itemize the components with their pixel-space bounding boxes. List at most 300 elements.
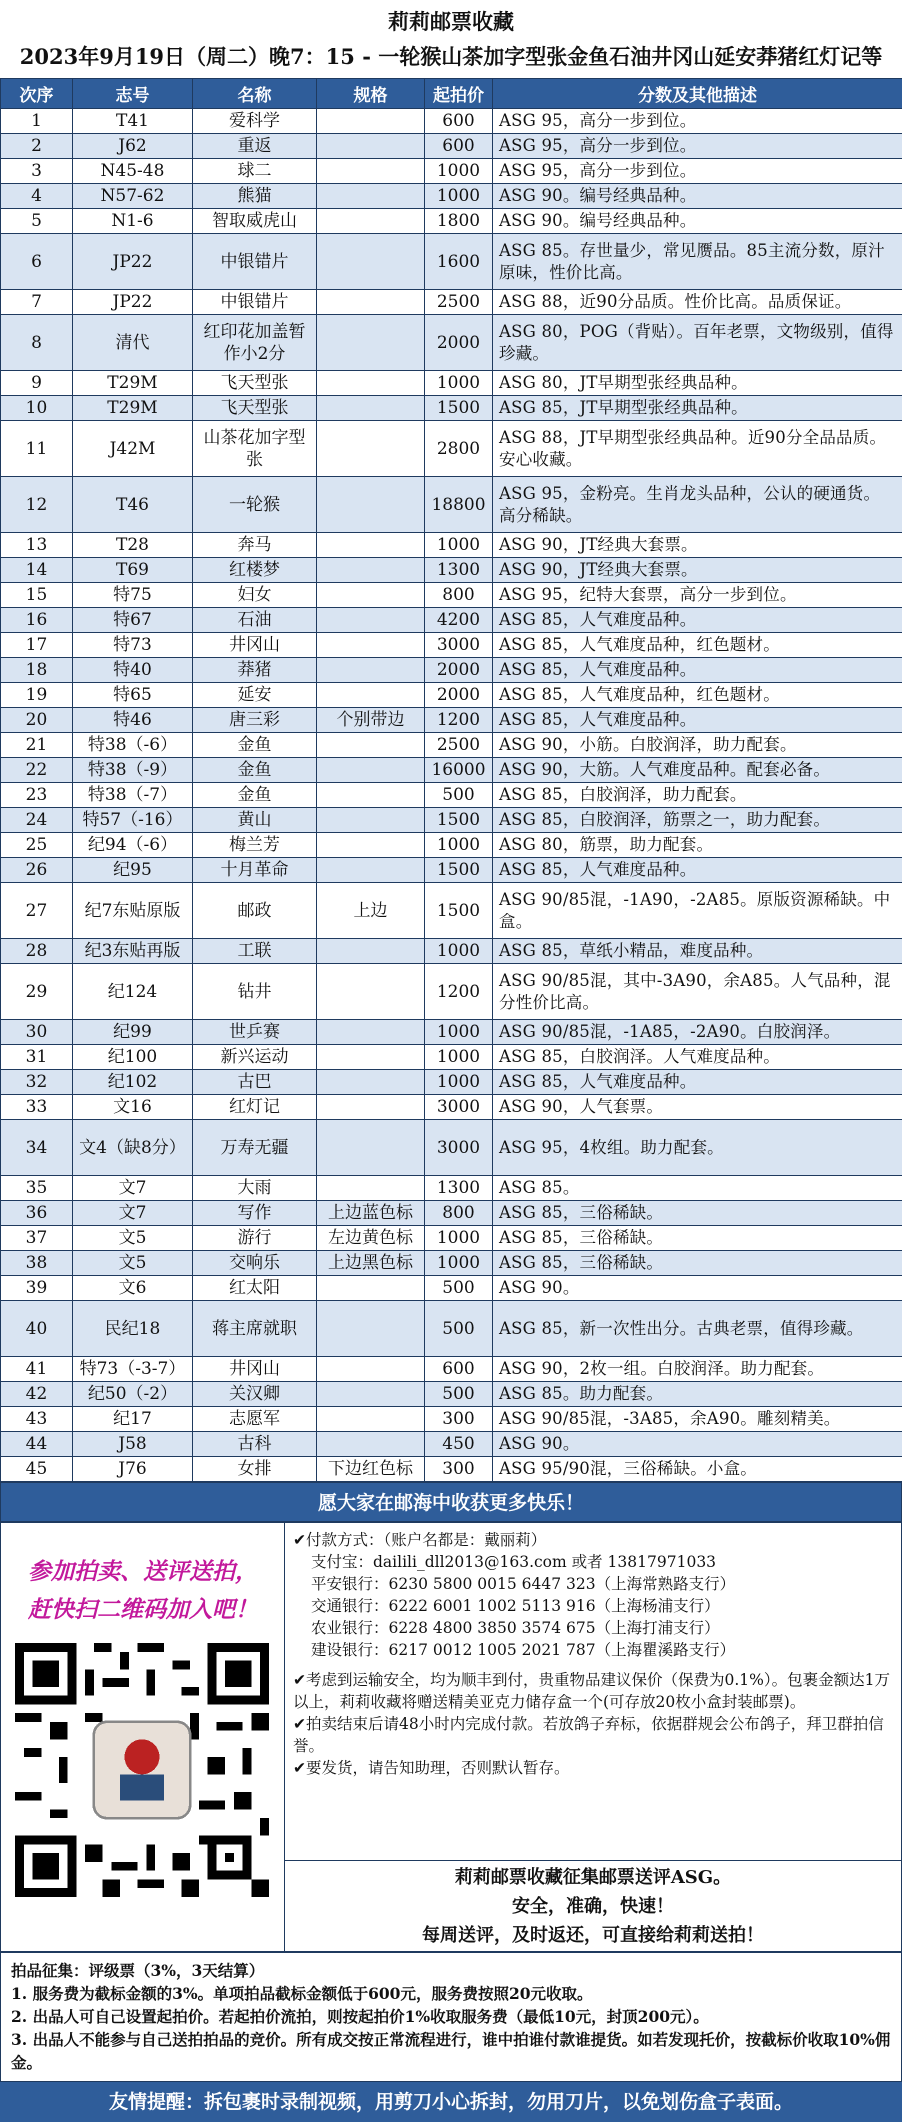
cell-desc: ASG 95，金粉亮。生肖龙头品种，公认的硬通货。高分稀缺。: [493, 477, 902, 533]
cell-spec: [317, 1407, 425, 1432]
cell-code: T46: [73, 477, 193, 533]
cell-no: 5: [1, 209, 73, 234]
cell-spec: [317, 159, 425, 184]
cell-no: 41: [1, 1357, 73, 1382]
cell-name: 邮政: [193, 883, 317, 939]
cell-code: 特57（-16）: [73, 808, 193, 833]
cell-price: 1500: [425, 858, 493, 883]
cell-price: 1000: [425, 1045, 493, 1070]
cell-price: 4200: [425, 608, 493, 633]
cell-code: 文7: [73, 1201, 193, 1226]
cell-name: 中银错片: [193, 290, 317, 315]
cell-desc: ASG 85，人气难度品种，红色题材。: [493, 683, 902, 708]
cell-price: 1300: [425, 1176, 493, 1201]
table-row: [1, 371, 902, 396]
bank-jianshe: 建设银行：6217 0012 1005 2021 787（上海瞿溪路支行）: [311, 1641, 736, 1659]
table-row: [1, 1070, 902, 1095]
table-row: [1, 1251, 902, 1276]
cell-code: 纪7东贴原版: [73, 883, 193, 939]
cell-price: 1000: [425, 833, 493, 858]
table-row: [1, 858, 902, 883]
cell-price: 600: [425, 1357, 493, 1382]
table-row: [1, 883, 902, 939]
cell-code: N45-48: [73, 159, 193, 184]
cell-spec: [317, 1276, 425, 1301]
table-row: [1, 1226, 902, 1251]
cell-name: 井冈山: [193, 1357, 317, 1382]
cell-desc: ASG 85，人气难度品种。: [493, 708, 902, 733]
cell-no: 13: [1, 533, 73, 558]
table-row: [1, 964, 902, 1020]
collect-line-3: 每周送评，及时返还，可直接给莉莉送拍！: [422, 1925, 764, 1946]
cell-spec: [317, 758, 425, 783]
cell-no: 39: [1, 1276, 73, 1301]
cell-name: 梅兰芳: [193, 833, 317, 858]
cell-spec: 上边黑色标: [317, 1251, 425, 1276]
cell-name: 古科: [193, 1432, 317, 1457]
cell-price: 600: [425, 109, 493, 134]
cell-no: 28: [1, 939, 73, 964]
table-row: [1, 1020, 902, 1045]
cell-no: 9: [1, 371, 73, 396]
table-header-row: [1, 79, 902, 109]
cell-desc: ASG 95/90混，三俗稀缺。小盒。: [493, 1457, 902, 1482]
cell-no: 3: [1, 159, 73, 184]
table-row: [1, 1432, 902, 1457]
cell-code: 特67: [73, 608, 193, 633]
col-header-code: 志号: [73, 79, 193, 109]
cell-desc: ASG 90/85混，-1A85，-2A90。白胶润泽。: [493, 1020, 902, 1045]
cell-desc: ASG 80，JT早期型张经典品种。: [493, 371, 902, 396]
rule-item-1: 1. 服务费为截标金额的3%。单项拍品截标金额低于600元，服务费按照20元收取。: [11, 1984, 593, 2003]
cell-price: 500: [425, 1276, 493, 1301]
cell-spec: [317, 1357, 425, 1382]
cell-desc: ASG 90，小筋。白胶润泽，助力配套。: [493, 733, 902, 758]
cell-name: 石油: [193, 608, 317, 633]
cell-name: 妇女: [193, 583, 317, 608]
cell-price: 600: [425, 134, 493, 159]
cell-name: 井冈山: [193, 633, 317, 658]
cell-desc: ASG 80，POG（背贴）。百年老票，文物级别，值得珍藏。: [493, 315, 902, 371]
cell-desc: ASG 85，人气难度品种。: [493, 858, 902, 883]
cell-name: 万寿无疆: [193, 1120, 317, 1176]
cell-code: 特73: [73, 633, 193, 658]
cell-no: 8: [1, 315, 73, 371]
cell-name: 工联: [193, 939, 317, 964]
cell-desc: ASG 88，近90分品质。性价比高。品质保证。: [493, 290, 902, 315]
cell-spec: [317, 1176, 425, 1201]
join-line-1: 参加拍卖、送评送拍，: [28, 1558, 258, 1585]
cell-desc: ASG 90，2枚一组。白胶润泽。助力配套。: [493, 1357, 902, 1382]
join-panel: [1, 1523, 285, 1951]
cell-spec: [317, 371, 425, 396]
cell-name: 莽猪: [193, 658, 317, 683]
cell-no: 36: [1, 1201, 73, 1226]
cell-desc: ASG 90，JT经典大套票。: [493, 558, 902, 583]
auction-subtitle: 2023年9月19日（周二）晚7：15 - 一轮猴山茶加字型张金鱼石油井冈山延安莽猪红灯记等: [0, 38, 902, 78]
table-row: [1, 558, 902, 583]
cell-price: 18800: [425, 477, 493, 533]
cell-code: 文7: [73, 1176, 193, 1201]
cell-name: 大雨: [193, 1176, 317, 1201]
cell-code: T41: [73, 109, 193, 134]
col-header-price: 起拍价: [425, 79, 493, 109]
cell-no: 22: [1, 758, 73, 783]
bank-jiaotong: 交通银行：6222 6001 1002 5113 916（上海杨浦支行）: [311, 1597, 720, 1615]
cell-name: 十月革命: [193, 858, 317, 883]
cell-name: 重返: [193, 134, 317, 159]
cell-spec: [317, 184, 425, 209]
cell-code: 纪3东贴再版: [73, 939, 193, 964]
cell-name: 关汉卿: [193, 1382, 317, 1407]
cell-no: 25: [1, 833, 73, 858]
table-row: [1, 1276, 902, 1301]
cell-desc: ASG 95，高分一步到位。: [493, 159, 902, 184]
cell-code: N1-6: [73, 209, 193, 234]
cell-spec: [317, 683, 425, 708]
cell-code: 特65: [73, 683, 193, 708]
cell-desc: ASG 85。助力配套。: [493, 1382, 902, 1407]
cell-desc: ASG 85，白胶润泽，助力配套。: [493, 783, 902, 808]
cell-name: 奔马: [193, 533, 317, 558]
cell-desc: ASG 88，JT早期型张经典品种。近90分全品品质。安心收藏。: [493, 421, 902, 477]
cell-name: 交响乐: [193, 1251, 317, 1276]
info-section: [0, 1522, 902, 1952]
cell-price: 1000: [425, 1226, 493, 1251]
cell-desc: ASG 85，人气难度品种。: [493, 1070, 902, 1095]
cell-code: 特38（-9）: [73, 758, 193, 783]
table-row: [1, 783, 902, 808]
cell-code: J76: [73, 1457, 193, 1482]
cell-no: 35: [1, 1176, 73, 1201]
col-header-name: 名称: [193, 79, 317, 109]
cell-code: 特75: [73, 583, 193, 608]
payment-title: ✔付款方式：（账户名都是：戴丽莉）: [293, 1531, 547, 1549]
table-row: [1, 1176, 902, 1201]
col-header-desc: 分数及其他描述: [493, 79, 902, 109]
cell-spec: [317, 1382, 425, 1407]
cell-price: 2500: [425, 290, 493, 315]
cell-price: 2000: [425, 683, 493, 708]
cell-price: 1000: [425, 533, 493, 558]
cell-code: 纪95: [73, 858, 193, 883]
cell-code: 特38（-6）: [73, 733, 193, 758]
cell-name: 智取威虎山: [193, 209, 317, 234]
cell-code: 文5: [73, 1226, 193, 1251]
cell-price: 1000: [425, 1070, 493, 1095]
table-row: [1, 1095, 902, 1120]
cell-price: 3000: [425, 633, 493, 658]
alipay-info: 支付宝：dailili_dll2013@163.com 或者 13817971033: [311, 1553, 717, 1571]
cell-desc: ASG 90。: [493, 1432, 902, 1457]
cell-desc: ASG 80，筋票，助力配套。: [493, 833, 902, 858]
cell-no: 42: [1, 1382, 73, 1407]
cell-price: 2000: [425, 658, 493, 683]
cell-price: 2000: [425, 315, 493, 371]
bank-pingan: 平安银行：6230 5800 0015 6447 323（上海常熟路支行）: [311, 1575, 736, 1593]
rules-title: 拍品征集：评级票（3%，3天结算）: [11, 1961, 265, 1980]
cell-desc: ASG 90，人气套票。: [493, 1095, 902, 1120]
cell-price: 1000: [425, 1020, 493, 1045]
cell-name: 金鱼: [193, 733, 317, 758]
collect-line-2: 安全，准确，快速！: [512, 1896, 674, 1917]
collect-panel: [285, 1860, 901, 1951]
cell-code: 文16: [73, 1095, 193, 1120]
cell-name: 爱科学: [193, 109, 317, 134]
cell-price: 1500: [425, 883, 493, 939]
cell-price: 300: [425, 1407, 493, 1432]
cell-desc: ASG 85，白胶润泽，筋票之一，助力配套。: [493, 808, 902, 833]
cell-spec: [317, 1432, 425, 1457]
table-row: [1, 833, 902, 858]
cell-name: 唐三彩: [193, 708, 317, 733]
table-row: [1, 583, 902, 608]
cell-code: T69: [73, 558, 193, 583]
payment-panel: [285, 1523, 901, 1951]
table-row: [1, 1301, 902, 1357]
page-title: 莉莉邮票收藏: [0, 0, 902, 38]
cell-desc: ASG 90/85混，-1A90，-2A85。原版资源稀缺。中盒。: [493, 883, 902, 939]
cell-code: 纪17: [73, 1407, 193, 1432]
cell-desc: ASG 90，大筋。人气难度品种。配套必备。: [493, 758, 902, 783]
table-row: [1, 939, 902, 964]
cell-spec: [317, 134, 425, 159]
cell-no: 26: [1, 858, 73, 883]
cell-spec: [317, 808, 425, 833]
cell-no: 15: [1, 583, 73, 608]
cell-price: 500: [425, 1301, 493, 1357]
join-line-2: 赶快扫二维码加入吧！: [28, 1596, 258, 1623]
cell-no: 19: [1, 683, 73, 708]
cell-price: 1200: [425, 708, 493, 733]
table-row: [1, 1357, 902, 1382]
cell-code: J42M: [73, 421, 193, 477]
cell-desc: ASG 90/85混，-3A85，余A90。雕刻精美。: [493, 1407, 902, 1432]
cell-price: 3000: [425, 1120, 493, 1176]
cell-price: 800: [425, 583, 493, 608]
cell-name: 中银错片: [193, 234, 317, 290]
table-row: [1, 758, 902, 783]
cell-no: 32: [1, 1070, 73, 1095]
cell-code: T28: [73, 533, 193, 558]
table-row: [1, 234, 902, 290]
cell-price: 3000: [425, 1095, 493, 1120]
rule-item-3: 3. 出品人不能参与自己送拍拍品的竞价。所有成交按正常流程进行，谁中拍谁付款谁提货。如若发现托价，按截标价收取10%佣金。: [11, 2030, 891, 2072]
cell-price: 2500: [425, 733, 493, 758]
cell-name: 古巴: [193, 1070, 317, 1095]
table-row: [1, 683, 902, 708]
cell-spec: [317, 633, 425, 658]
cell-name: 新兴运动: [193, 1045, 317, 1070]
cell-desc: ASG 95，纪特大套票，高分一步到位。: [493, 583, 902, 608]
cell-no: 2: [1, 134, 73, 159]
cell-no: 12: [1, 477, 73, 533]
cell-code: 纪100: [73, 1045, 193, 1070]
cell-price: 1000: [425, 184, 493, 209]
cell-price: 1800: [425, 209, 493, 234]
cell-spec: [317, 234, 425, 290]
collect-line-1: 莉莉邮票收藏征集邮票送评ASG。: [454, 1867, 732, 1888]
cell-spec: 下边红色标: [317, 1457, 425, 1482]
cell-no: 10: [1, 396, 73, 421]
cell-spec: [317, 290, 425, 315]
cell-code: 特40: [73, 658, 193, 683]
cell-name: 球二: [193, 159, 317, 184]
cell-no: 33: [1, 1095, 73, 1120]
cell-spec: [317, 833, 425, 858]
cell-name: 黄山: [193, 808, 317, 833]
cell-price: 1000: [425, 159, 493, 184]
cell-no: 14: [1, 558, 73, 583]
rule-item-2: 2. 出品人可自己设置起拍价。若起拍价流拍，则按起拍价1%收取服务费（最低10元，封顶200元）。: [11, 2007, 709, 2026]
cell-name: 金鱼: [193, 783, 317, 808]
table-row: [1, 134, 902, 159]
cell-code: N57-62: [73, 184, 193, 209]
cell-name: 金鱼: [193, 758, 317, 783]
cell-desc: ASG 85，人气难度品种，红色题材。: [493, 633, 902, 658]
cell-name: 红印花加盖暂作小2分: [193, 315, 317, 371]
cell-price: 2800: [425, 421, 493, 477]
cell-code: 纪99: [73, 1020, 193, 1045]
settlement-note: ✔拍卖结束后请48小时内完成付款。若放鸽子弃标，依据群规会公布鸽子，拜卫群拍信誉。: [293, 1715, 884, 1755]
cell-no: 34: [1, 1120, 73, 1176]
cell-code: JP22: [73, 290, 193, 315]
table-row: [1, 290, 902, 315]
cell-desc: ASG 85，人气难度品种。: [493, 658, 902, 683]
cell-no: 4: [1, 184, 73, 209]
cell-code: T29M: [73, 396, 193, 421]
cell-spec: [317, 396, 425, 421]
cell-no: 29: [1, 964, 73, 1020]
cell-price: 1000: [425, 371, 493, 396]
cell-no: 20: [1, 708, 73, 733]
cell-name: 志愿军: [193, 1407, 317, 1432]
cell-desc: ASG 90/85混，其中-3A90，余A85。人气品种，混分性价比高。: [493, 964, 902, 1020]
cell-name: 山茶花加字型张: [193, 421, 317, 477]
table-row: [1, 159, 902, 184]
table-row: [1, 396, 902, 421]
cell-spec: [317, 1020, 425, 1045]
cell-no: 6: [1, 234, 73, 290]
col-header-spec: 规格: [317, 79, 425, 109]
cell-no: 17: [1, 633, 73, 658]
cell-price: 1300: [425, 558, 493, 583]
cell-code: T29M: [73, 371, 193, 396]
cell-spec: [317, 421, 425, 477]
cell-no: 16: [1, 608, 73, 633]
cell-name: 世乒赛: [193, 1020, 317, 1045]
table-body: [1, 109, 902, 1482]
cell-spec: [317, 1120, 425, 1176]
cell-desc: ASG 85，JT早期型张经典品种。: [493, 396, 902, 421]
table-row: [1, 315, 902, 371]
cell-code: 特38（-7）: [73, 783, 193, 808]
table-row: [1, 1120, 902, 1176]
cell-code: 特46: [73, 708, 193, 733]
cell-price: 1500: [425, 396, 493, 421]
cell-code: J62: [73, 134, 193, 159]
cell-name: 游行: [193, 1226, 317, 1251]
cell-name: 钻井: [193, 964, 317, 1020]
cell-spec: [317, 608, 425, 633]
cell-code: 纪102: [73, 1070, 193, 1095]
cell-spec: [317, 964, 425, 1020]
qr-code-icon[interactable]: [15, 1643, 269, 1897]
cell-name: 红楼梦: [193, 558, 317, 583]
cell-spec: [317, 939, 425, 964]
cell-no: 45: [1, 1457, 73, 1482]
cell-no: 40: [1, 1301, 73, 1357]
cell-desc: ASG 85，三俗稀缺。: [493, 1251, 902, 1276]
cell-spec: [317, 783, 425, 808]
cell-spec: [317, 1301, 425, 1357]
cell-price: 16000: [425, 758, 493, 783]
cell-price: 500: [425, 1382, 493, 1407]
cell-no: 21: [1, 733, 73, 758]
friendly-tip-banner: 友情提醒：拆包裹时录制视频，用剪刀小心拆封，勿用刀片，以免划伤盒子表面。: [0, 2082, 902, 2122]
wish-banner: 愿大家在邮海中收获更多快乐！: [0, 1482, 902, 1522]
cell-desc: ASG 85，人气难度品种。: [493, 608, 902, 633]
cell-no: 37: [1, 1226, 73, 1251]
cell-desc: ASG 85，草纸小精品，难度品种。: [493, 939, 902, 964]
bank-nongye: 农业银行：6228 4800 3850 3574 675（上海打浦支行）: [311, 1619, 720, 1637]
cell-name: 女排: [193, 1457, 317, 1482]
cell-code: 民纪18: [73, 1301, 193, 1357]
cell-spec: [317, 583, 425, 608]
table-row: [1, 1045, 902, 1070]
table-row: [1, 633, 902, 658]
cell-no: 24: [1, 808, 73, 833]
cell-spec: [317, 315, 425, 371]
table-row: [1, 209, 902, 234]
cell-no: 44: [1, 1432, 73, 1457]
cell-name: 一轮猴: [193, 477, 317, 533]
rules-panel: [0, 1952, 902, 2082]
cell-price: 300: [425, 1457, 493, 1482]
cell-desc: ASG 85，新一次性出分。古典老票，值得珍藏。: [493, 1301, 902, 1357]
cell-name: 红太阳: [193, 1276, 317, 1301]
cell-desc: ASG 95，高分一步到位。: [493, 109, 902, 134]
cell-price: 1000: [425, 1251, 493, 1276]
cell-code: 文6: [73, 1276, 193, 1301]
table-row: [1, 421, 902, 477]
cell-name: 熊猫: [193, 184, 317, 209]
table-row: [1, 533, 902, 558]
cell-spec: [317, 109, 425, 134]
cell-spec: [317, 1045, 425, 1070]
cell-name: 红灯记: [193, 1095, 317, 1120]
cell-no: 43: [1, 1407, 73, 1432]
cell-spec: [317, 533, 425, 558]
auction-table: [0, 78, 902, 1482]
cell-desc: ASG 90，JT经典大套票。: [493, 533, 902, 558]
cell-desc: ASG 85。存世量少，常见赝品。85主流分数，原汁原味，性价比高。: [493, 234, 902, 290]
cell-price: 800: [425, 1201, 493, 1226]
table-row: [1, 658, 902, 683]
cell-spec: [317, 858, 425, 883]
cell-spec: [317, 209, 425, 234]
cell-no: 18: [1, 658, 73, 683]
cell-no: 27: [1, 883, 73, 939]
cell-spec: [317, 477, 425, 533]
cell-no: 7: [1, 290, 73, 315]
cell-price: 450: [425, 1432, 493, 1457]
cell-spec: 左边黄色标: [317, 1226, 425, 1251]
cell-spec: 上边蓝色标: [317, 1201, 425, 1226]
shipping-note: ✔考虑到运输安全，均为顺丰到付，贵重物品建议保价（保费为0.1%）。包裹金额达1万以上，莉莉收藏将赠送精美亚克力储存盒一个(可存放20枚小盒封装邮票)。: [293, 1671, 890, 1711]
cell-code: 纪50（-2）: [73, 1382, 193, 1407]
cell-price: 1600: [425, 234, 493, 290]
